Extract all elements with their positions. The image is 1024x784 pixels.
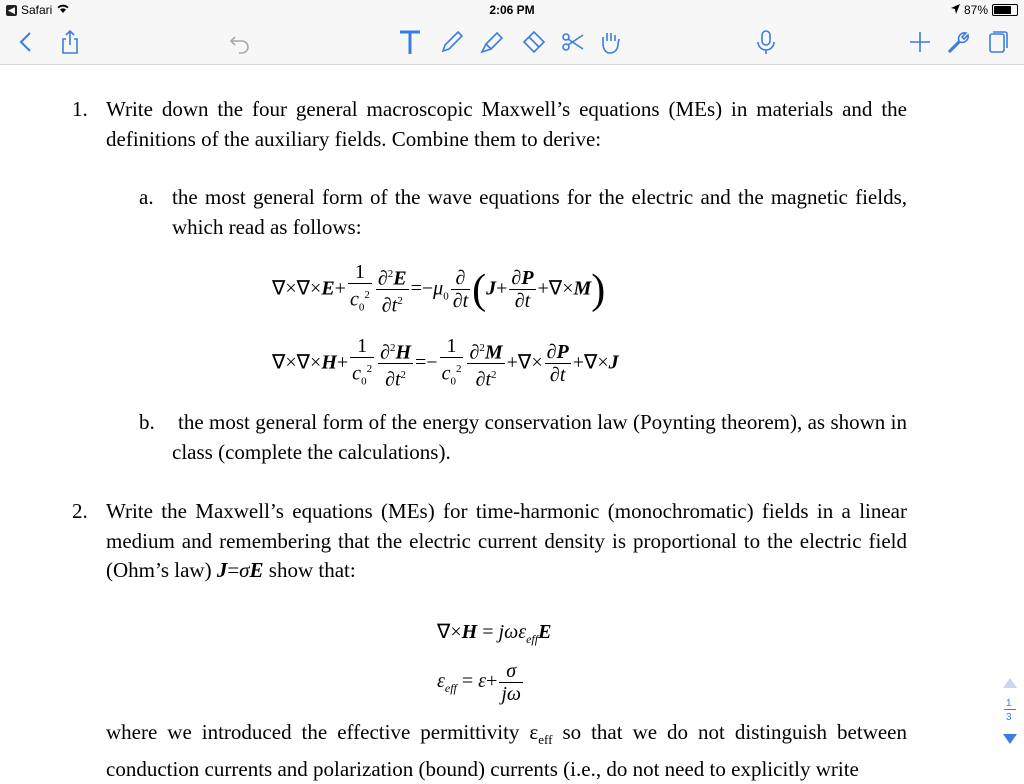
- carrier-label[interactable]: Safari: [21, 3, 53, 17]
- status-right: [951, 3, 1018, 17]
- page-current: 1: [1006, 698, 1012, 709]
- where-line-2: conduction currents and polarization (bound) currents (i.e., do not need to explicitly write: [106, 756, 859, 781]
- subquestion-b-text: the most general form of the energy conservation law (Poynting theorem), as shown in class (complete the calculations).: [172, 410, 907, 464]
- question-2-text: [106, 497, 907, 586]
- pen-icon[interactable]: [436, 26, 468, 58]
- where-line-1-tail: so that we do not distinguish between: [562, 720, 908, 744]
- ohm-equals: =: [227, 558, 240, 582]
- location-icon: [951, 3, 960, 17]
- microphone-icon[interactable]: [750, 26, 782, 58]
- undo-icon[interactable]: [224, 26, 256, 58]
- subquestion-a-text: the most general form of the wave equations for the electric and the magnetic fields, which read as follows:: [172, 185, 907, 239]
- pages-icon[interactable]: [981, 26, 1013, 58]
- battery-icon: [992, 4, 1018, 16]
- question-number: 2.: [72, 499, 88, 523]
- battery-percent: 87%: [963, 3, 988, 17]
- back-icon[interactable]: [10, 26, 42, 58]
- wrench-icon[interactable]: [942, 26, 974, 58]
- wave-equation-h: ∇×∇×H+ $\frac{1}{c_0^2}$ $\frac{\partial^2H}{\partial t^2}$ =− $\frac{1}{c_0^2}$ $\frac{\partial^2M}{\partial t^2}$ +∇× $\frac{\partial P}{\partial t}$ +∇×J: [272, 335, 619, 391]
- highlighter-icon[interactable]: [476, 26, 508, 58]
- eff-subscript: eff: [538, 732, 553, 748]
- page-total: 3: [1006, 712, 1012, 723]
- where-paragraph: [106, 718, 907, 784]
- back-to-app-icon[interactable]: ◀: [6, 5, 17, 16]
- question-2-main: Write the Maxwell’s equations (MEs) for time-harmonic (monochromatic) fields in a linear medium and remembering that the electric current density is proportional to the electric field (Ohm’s law): [106, 499, 907, 582]
- subquestion-letter: b.: [139, 410, 155, 434]
- curl-h-equation: ∇×H = jωε$_{eff}$E: [437, 621, 552, 646]
- annotation-toolbar: [0, 20, 1024, 65]
- status-bar: [0, 0, 1024, 20]
- wave-equation-e: ∇×∇×E+ $\frac{1}{c_0^2}$ $\frac{\partial^2E}{\partial t^2}$ $=-\mu_0$ $\frac{\partial}{\partial t}$ (J+ $\frac{\partial P}{\partial t}$ +∇×M): [272, 261, 606, 317]
- document-page[interactable]: [0, 65, 1024, 781]
- ohm-sigma: σ: [239, 558, 250, 582]
- text-tool-icon[interactable]: [394, 26, 426, 58]
- page-divider: [1004, 709, 1016, 710]
- question-number: 1.: [72, 97, 88, 121]
- page-indicator[interactable]: [1000, 676, 1020, 746]
- subquestion-letter: a.: [139, 185, 154, 209]
- ohm-e: E: [249, 558, 264, 582]
- scissors-icon[interactable]: [557, 26, 589, 58]
- share-icon[interactable]: [54, 26, 86, 58]
- clock: 2:06 PM: [489, 3, 535, 17]
- hand-icon[interactable]: [594, 26, 626, 58]
- question-1-text: Write down the four general macroscopic Maxwell’s equations (MEs) in materials and the definitions of the auxiliary fields. Combine them to derive:: [106, 97, 907, 151]
- effective-permittivity-equation: $\varepsilon_{eff} = \varepsilon+$ $\frac{\sigma}{j\omega}$: [437, 660, 522, 705]
- page-scroller-icon[interactable]: [1000, 676, 1020, 746]
- add-icon[interactable]: [904, 26, 936, 58]
- where-line-1: where we introduced the effective permittivity ε: [106, 720, 539, 744]
- eraser-icon[interactable]: [518, 26, 550, 58]
- question-2-tail: show that:: [268, 558, 356, 582]
- ohm-j: J: [216, 558, 228, 582]
